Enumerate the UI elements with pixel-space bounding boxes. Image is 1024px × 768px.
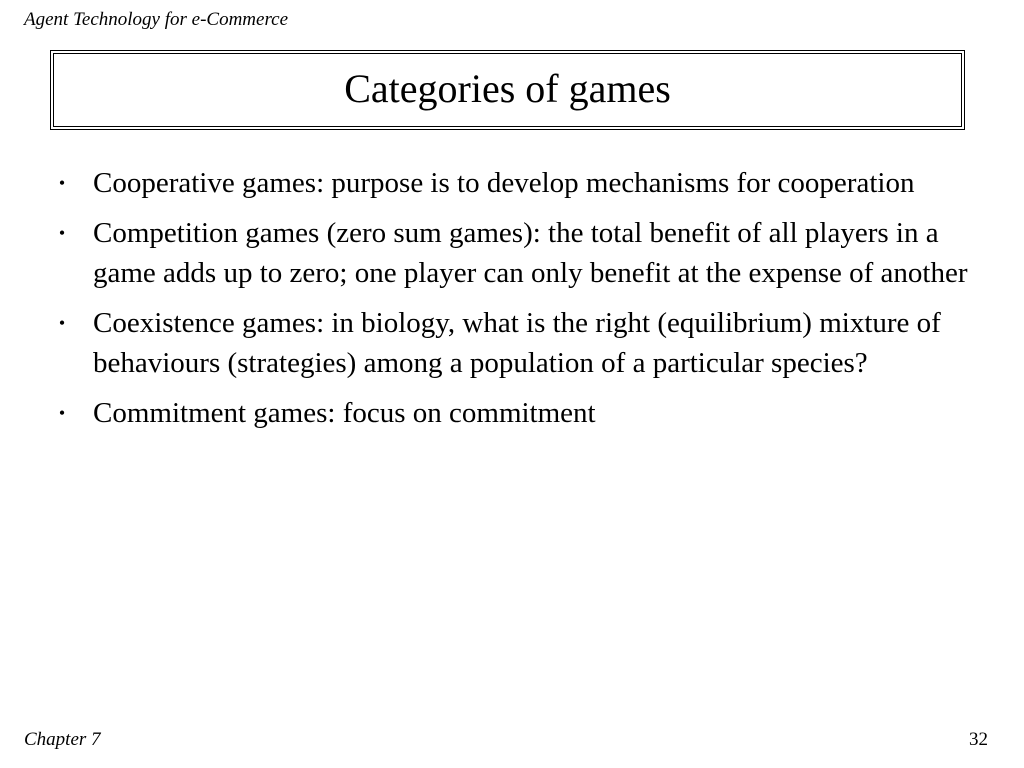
bullet-item-cooperative — [55, 163, 980, 204]
bullet-text: Commitment games: focus on commitment — [93, 396, 596, 429]
bullet-icon: • — [58, 312, 66, 333]
bullet-list — [55, 163, 980, 442]
bullet-icon: • — [58, 402, 66, 423]
bullet-icon: • — [58, 173, 66, 193]
bullet-item-competition — [55, 213, 980, 294]
slide-title: Categories of games — [344, 66, 671, 111]
bullet-item-coexistence — [55, 303, 980, 384]
bullet-item-commitment — [55, 393, 980, 434]
bullet-text: Cooperative games: purpose is to develop mechanisms for cooperation — [93, 167, 915, 199]
bullet-text: Competition games (zero sum games): the total benefit of all players in a game adds up to zero; one player can only benefit at the expense of another — [93, 216, 968, 289]
title-frame — [50, 50, 965, 130]
bullet-icon: • — [58, 222, 66, 243]
course-title: Agent Technology for e-Commerce — [24, 9, 289, 30]
chapter-label: Chapter 7 — [24, 729, 101, 750]
page-number: 32 — [969, 729, 988, 750]
bullet-text: Coexistence games: in biology, what is the right (equilibrium) mixture of behaviours (strategies) among a population of a particular species? — [93, 306, 941, 379]
